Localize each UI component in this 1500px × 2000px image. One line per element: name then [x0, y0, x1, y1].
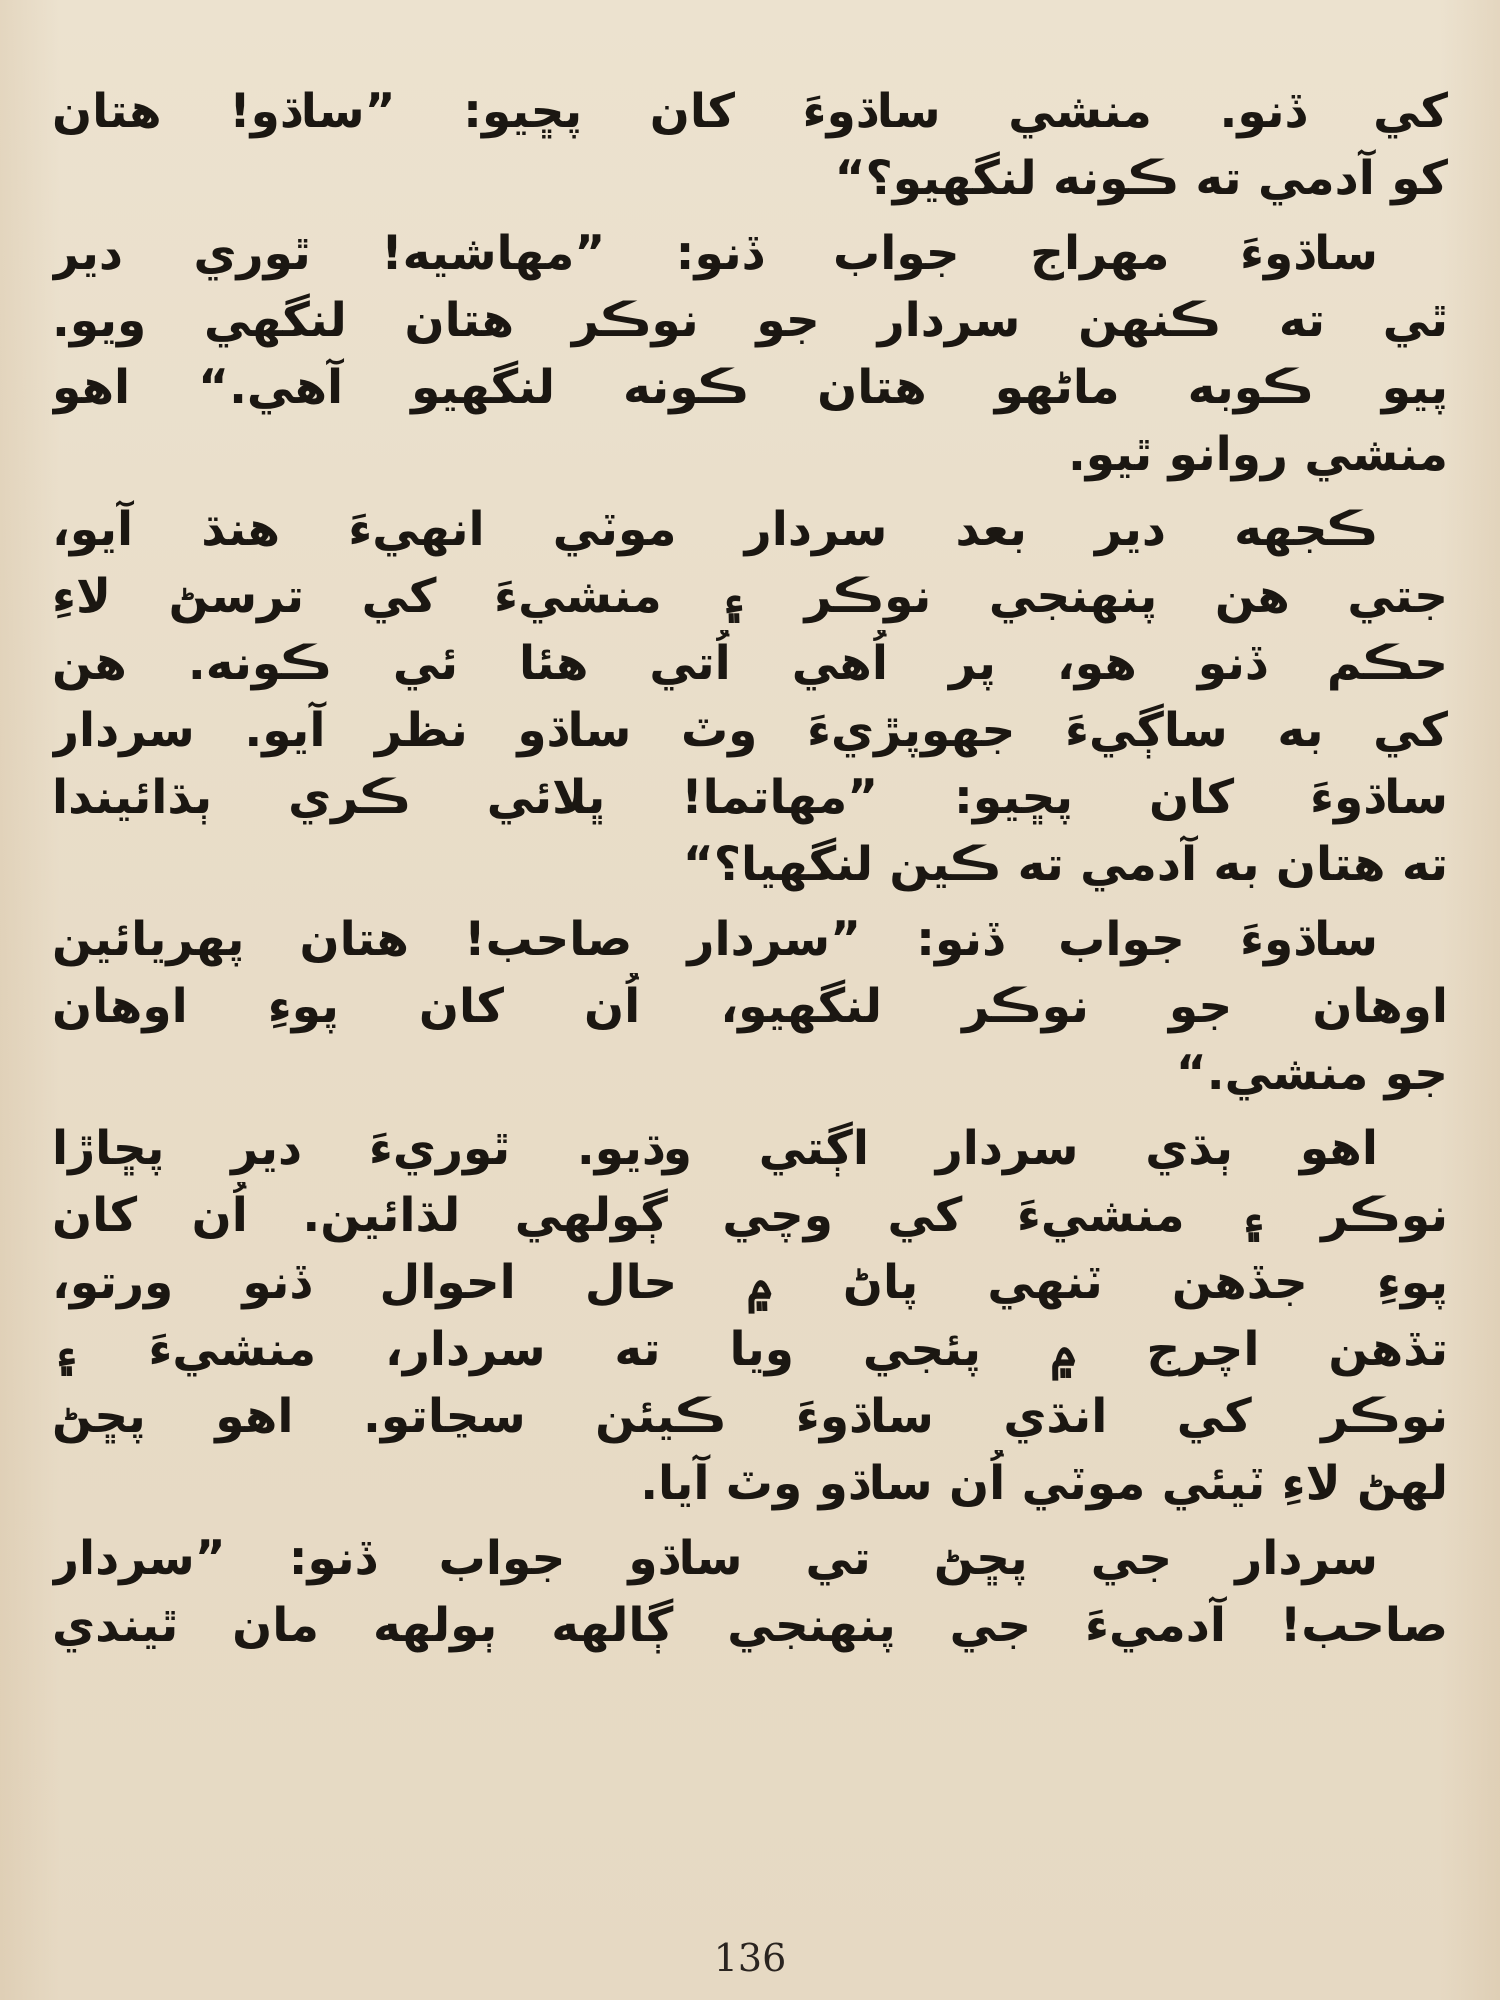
text-line: اهو ٻڌي سردار اڳتي وڌيو. ٿوريءَ دير پڇاڙا: [52, 1121, 1378, 1176]
text-line: کي ڏنو. منشي ساڌوءَ کان پڇيو: ”ساڌو! هتان: [52, 84, 1448, 139]
paragraph: [52, 496, 1448, 898]
text-line: حڪم ڏنو هو، پر اُهي اُتي هئا ئي ڪونه. هن: [52, 636, 1448, 691]
text-line: منشي روانو ٿيو.: [1067, 427, 1448, 482]
text-line: نوڪر ۽ منشيءَ کي وچي ڳولهي لڌائين. اُن کان: [52, 1188, 1448, 1243]
paragraph: [52, 1525, 1448, 1659]
text-line: اوهان جو نوڪر لنگهيو، اُن کان پوءِ اوهان: [52, 979, 1448, 1034]
text-line: جو منشي.“: [1175, 1046, 1448, 1101]
text-line: ساڌوءَ جواب ڏنو: ”سردار صاحب! هتان پهريائين: [52, 912, 1378, 967]
paragraph: [52, 220, 1448, 488]
text-line: ته هتان به آدمي ته ڪين لنگهيا؟“: [682, 837, 1448, 892]
text-line: لهڻ لاءِ ٽيئي موٽي اُن ساڌو وٽ آيا.: [640, 1456, 1448, 1511]
text-line: ڪجهه دير بعد سردار موٽي انهيءَ هنڌ آيو،: [52, 502, 1378, 557]
text-line: سردار جي پڇڻ تي ساڌو جواب ڏنو: ”سردار: [52, 1531, 1378, 1586]
text-line: کي به ساڳيءَ جهوپڙيءَ وٽ ساڌو نظر آيو. سردار: [52, 703, 1448, 758]
text-line: ساڌوءَ مهراج جواب ڏنو: ”مهاشيه! ٿوري دير: [52, 226, 1378, 281]
text-line: جتي هن پنهنجي نوڪر ۽ منشيءَ کي ترسڻ لاءِ: [52, 569, 1448, 624]
paragraph: [52, 906, 1448, 1107]
text-line: ٿي ته ڪنهن سردار جو نوڪر هتان لنگهي ويو.: [52, 293, 1448, 348]
text-line: نوڪر کي انڌي ساڌوءَ ڪيئن سڃاتو. اهو پڇڻ: [52, 1389, 1448, 1444]
body-text: [52, 78, 1448, 1667]
text-line: ساڌوءَ کان پڇيو: ”مهاتما! ڀلائي ڪري ٻڌائيندا: [52, 770, 1448, 825]
text-line: تڏهن اچرج ۾ پئجي ويا ته سردار، منشيءَ ۽: [52, 1322, 1448, 1377]
paragraph: [52, 1115, 1448, 1517]
text-line: پوءِ جڏهن ٽنهي پاڻ ۾ حال احوال ڏنو ورتو،: [52, 1255, 1448, 1310]
text-line: صاحب! آدميءَ جي پنهنجي ڳالهه ٻولهه مان ٿيندي: [52, 1598, 1448, 1653]
paragraph: [52, 78, 1448, 212]
page-number: 136: [713, 1936, 787, 1980]
text-line: پيو ڪوبه ماڻهو هتان ڪونه لنگهيو آهي.“ اهو: [52, 360, 1448, 415]
text-line: کو آدمي ته ڪونه لنگهيو؟“: [834, 151, 1448, 206]
